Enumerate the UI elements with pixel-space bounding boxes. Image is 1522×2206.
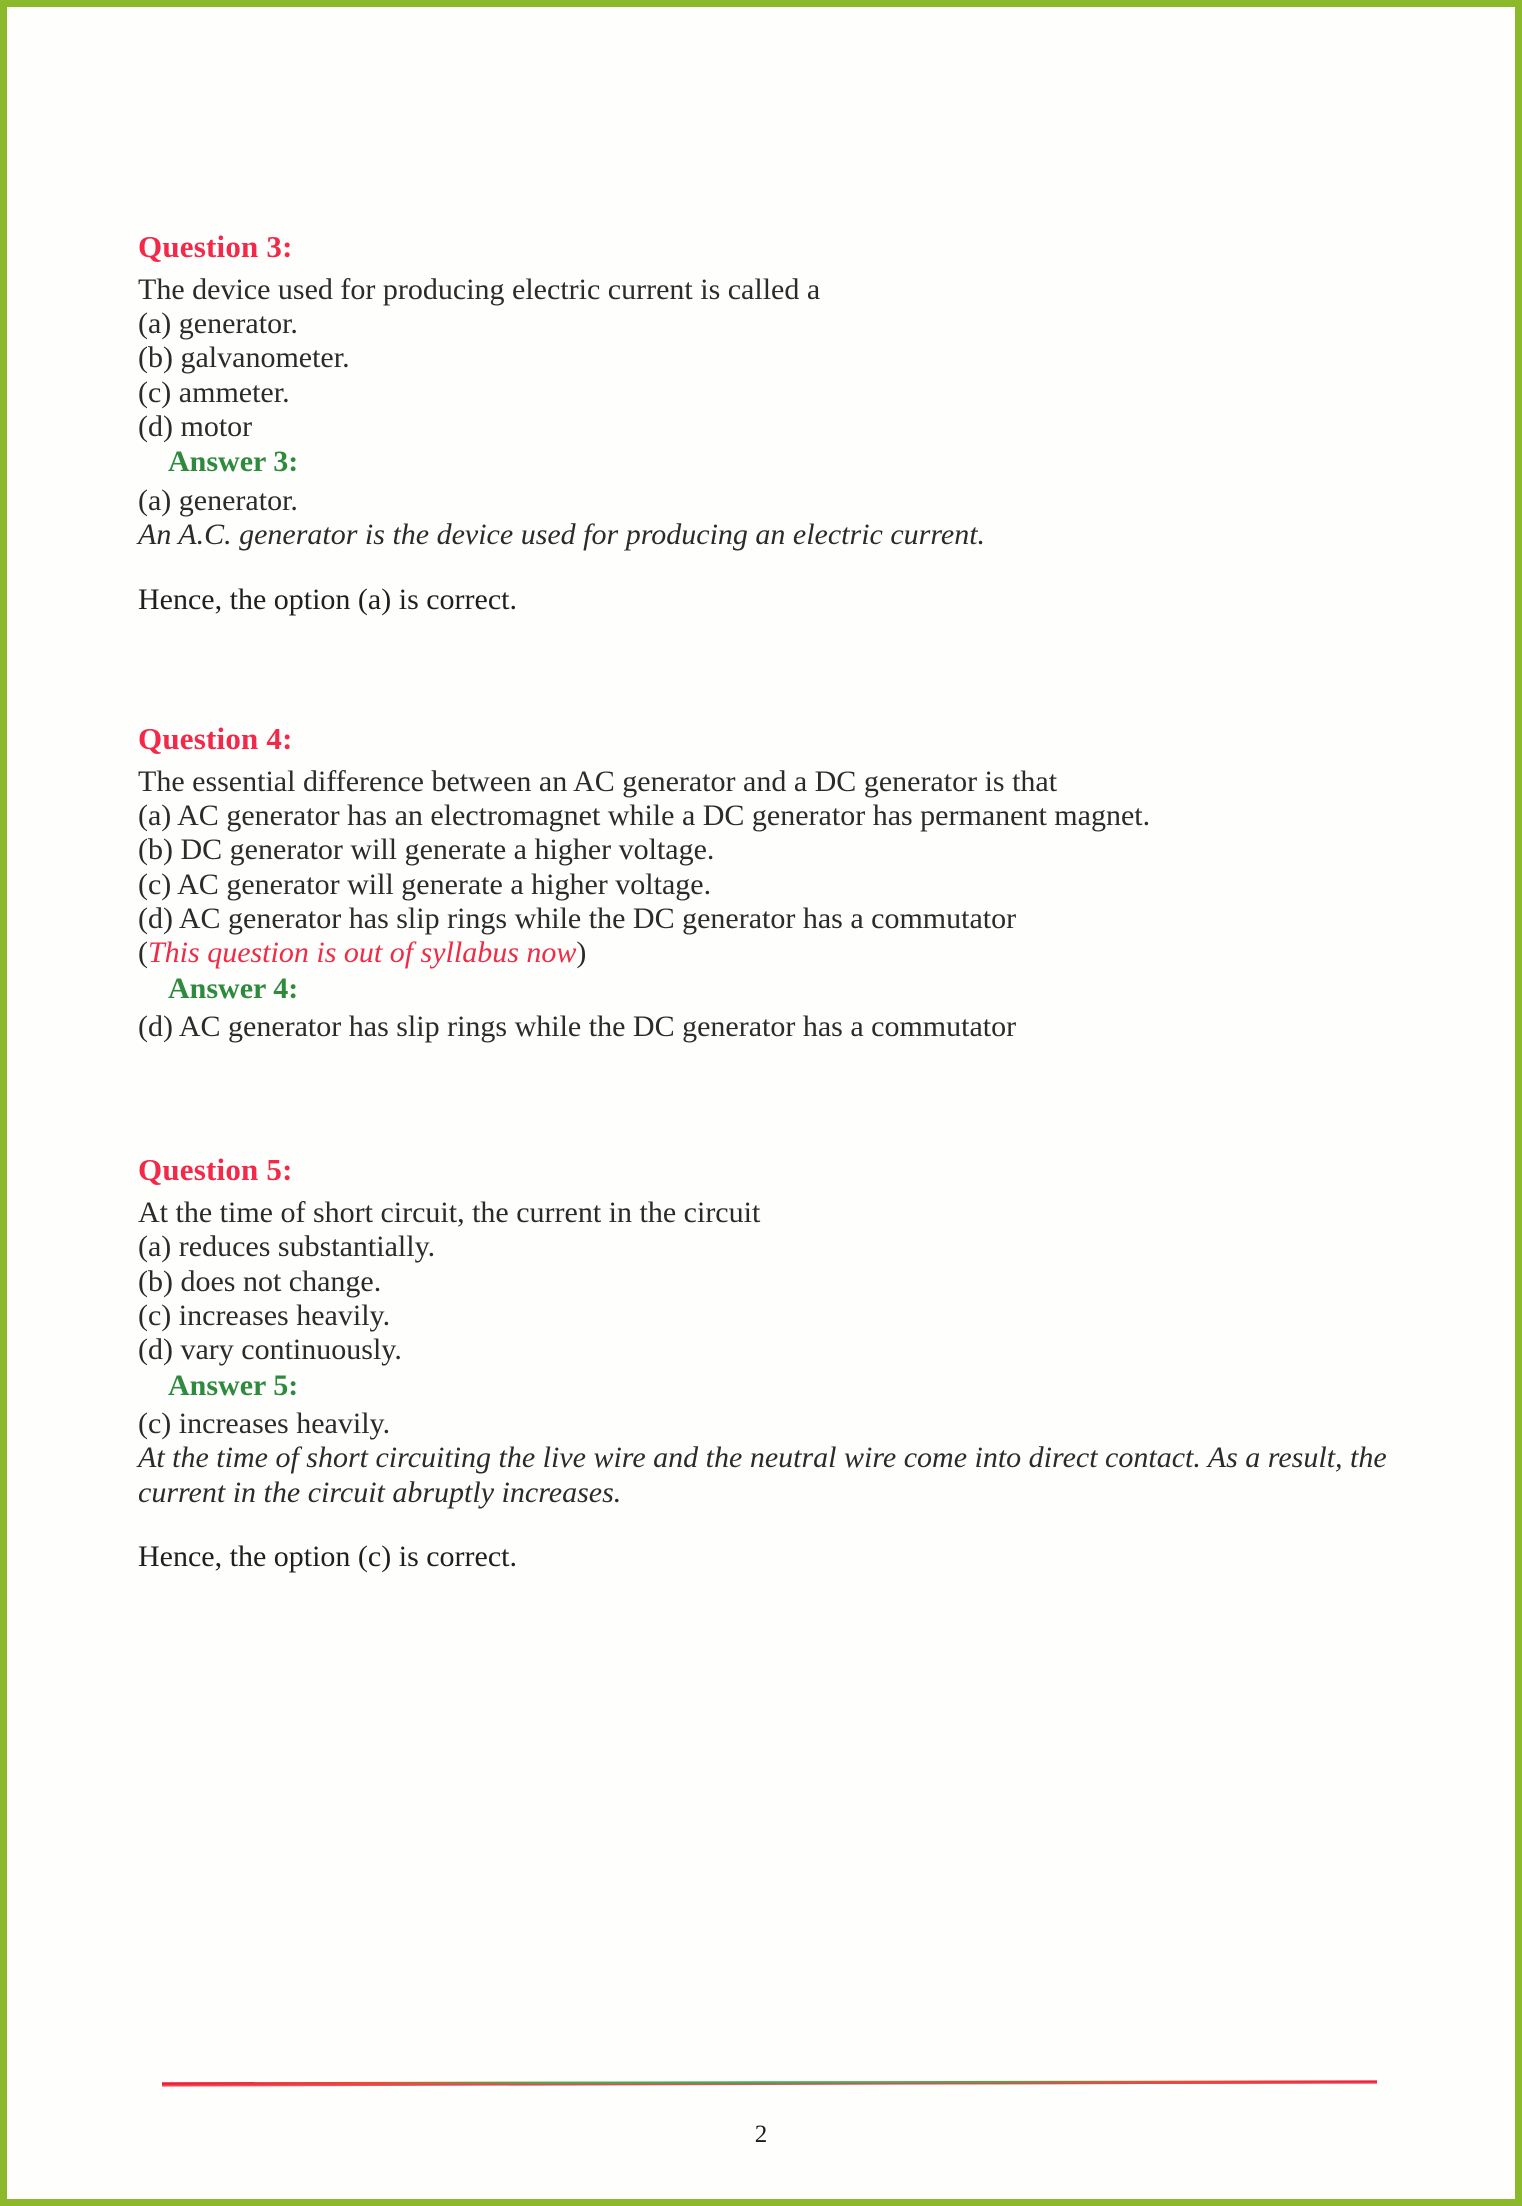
page-inner (7, 7, 1515, 2199)
question-3-heading: Question 3: (138, 229, 293, 264)
question-block-4 (138, 721, 1403, 1044)
question-3-option-c: (c) ammeter. (138, 375, 290, 409)
footer-decorative-rule (162, 2079, 1377, 2091)
section-gap-3-4 (138, 617, 1403, 721)
note-open-paren: ( (138, 936, 148, 970)
question-3-stem: The device used for producing electric current is called a (138, 272, 821, 306)
answer-4-heading: Answer 4: (168, 971, 299, 1005)
question-block-3 (138, 229, 1403, 617)
page-number: 2 (754, 2121, 768, 2148)
answer-3-hence: Hence, the option (a) is correct. (138, 582, 517, 616)
answer-5-choice: (c) increases heavily. (138, 1407, 391, 1441)
question-4-heading: Question 4: (138, 721, 293, 757)
answer-4-choice: (d) AC generator has slip rings while the DC generator has a commutator (138, 1010, 1017, 1044)
page-content (138, 229, 1403, 1575)
question-5-heading: Question 5: (138, 1152, 293, 1188)
note-text: This question is out of syllabus now (148, 936, 577, 970)
question-4-option-b: (b) DC generator will generate a higher voltage. (138, 833, 715, 867)
section-gap-4-5 (138, 1044, 1403, 1152)
question-5-stem: At the time of short circuit, the current in the circuit (138, 1195, 761, 1229)
question-block-5 (138, 1152, 1403, 1575)
question-4-stem: The essential difference between an AC generator and a DC generator is that (138, 764, 1058, 798)
answer-5-hence: Hence, the option (c) is correct. (138, 1540, 517, 1574)
question-5-option-a: (a) reduces substantially. (138, 1230, 436, 1264)
answer-3-heading: Answer 3: (168, 445, 299, 479)
answer-5-explanation: At the time of short circuiting the live wire and the neutral wire come into direct contact. As a result, the current in the circuit abruptly increases. (138, 1441, 1387, 1509)
answer-3-choice: (a) generator. (138, 483, 298, 517)
question-5-option-c: (c) increases heavily. (138, 1299, 391, 1333)
answer-3-explanation: An A.C. generator is the device used for producing an electric current. (138, 518, 986, 552)
question-3-option-b: (b) galvanometer. (138, 341, 350, 375)
question-5-option-d: (d) vary continuously. (138, 1333, 402, 1367)
question-4-option-d: (d) AC generator has slip rings while the DC generator has a commutator (138, 901, 1017, 935)
question-3-option-a: (a) generator. (138, 306, 298, 340)
question-4-syllabus-note (138, 936, 1403, 970)
answer-5-heading: Answer 5: (168, 1368, 299, 1402)
question-4-option-a: (a) AC generator has an electromagnet while a DC generator has permanent magnet. (138, 798, 1151, 832)
note-close-paren: ) (576, 936, 587, 970)
question-4-option-c: (c) AC generator will generate a higher voltage. (138, 867, 712, 901)
question-5-option-b: (b) does not change. (138, 1264, 382, 1298)
question-3-option-d: (d) motor (138, 409, 253, 443)
